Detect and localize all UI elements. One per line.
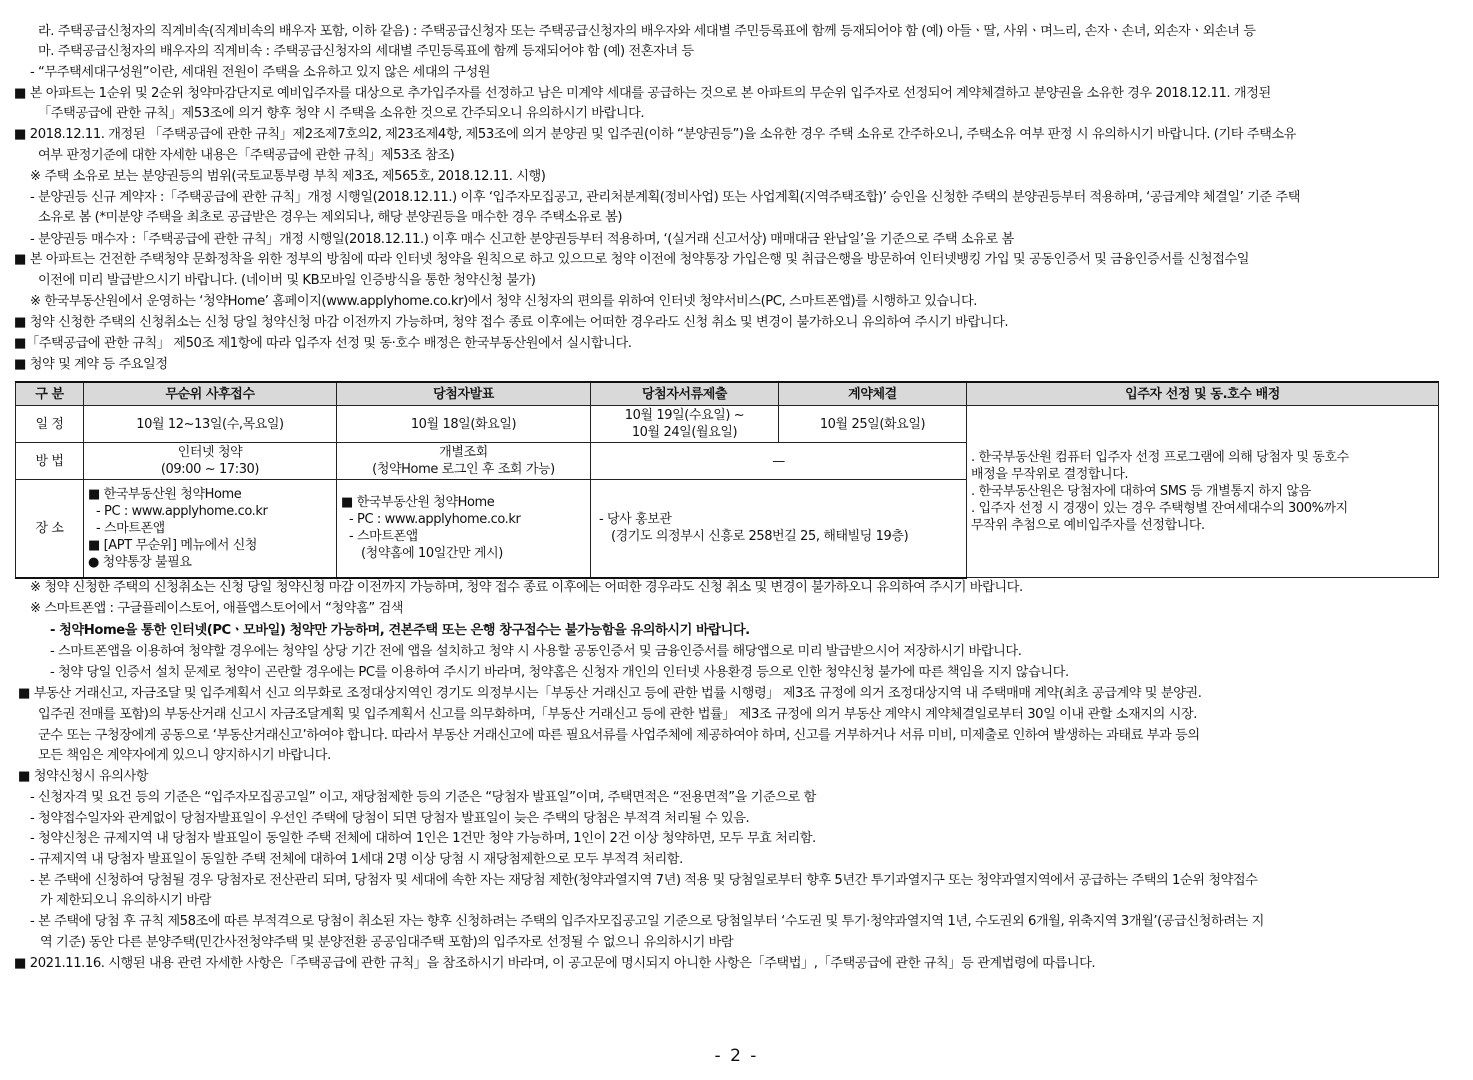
cell-line: (09:00 ~ 17:30) bbox=[160, 462, 260, 477]
cell-line: - 스마트폰앱 bbox=[349, 529, 418, 545]
page-number: - 2 - bbox=[714, 1046, 759, 1066]
text-line: 라. 주택공급신청자의 직계비속(직계비속의 배우자 포함, 이하 같음) : 주택공급신청자 또는 주택공급신청자의 배우자와 세대별 주민등록표에 함께 등재되어야 함 (예) 아들ㆍ딸, 사위ㆍ며느리, 손자ㆍ손녀, 외손자ㆍ외손녀 등 bbox=[38, 24, 1256, 39]
text-line: ■ 2018.12.11. 개정된 「주택공급에 관한 규칙」제2조제7호의2, 제23조제4항, 제53조에 의거 분양권 및 입주권(이하 “분양권등”)을 소유한 경우 주택 소유로 간주하오니, 주택소유 여부 판정 시 유의하시기 바랍니다. (기타 주택소유 bbox=[14, 127, 1296, 142]
text-line: 군수 또는 구청장에게 공동으로 ‘부동산거래신고’하여야 합니다. 따라서 부동산 거래신고에 따른 필요서류를 사업주체에 제공하여야 하며, 신고를 거부하거나 서류 미비, 미제출로 인하여 발생하는 과태료 부과 등의 bbox=[38, 728, 1200, 743]
table-header: 무순위 사후접수 bbox=[84, 382, 337, 406]
row-label: 방 법 bbox=[16, 443, 84, 480]
text-line: ■ 부동산 거래신고, 자금조달 및 입주계획서 신고 의무화로 조정대상지역인 경기도 의정부시는「부동산 거래신고 등에 관한 법률 시행령」 제3조 규정에 의거 조정대상지역 내 주택매매 계약(최초 공급계약 및 분양권. bbox=[18, 686, 1202, 701]
text-line: - 청약신청은 규제지역 내 당첨자 발표일이 동일한 주택 전체에 대하여 1인은 1건만 청약 가능하며, 1인이 2건 이상 청약하면, 모두 무효 처리함. bbox=[30, 831, 816, 846]
selection-cell bbox=[967, 406, 1439, 578]
cell-line: ● 청약통장 불필요 bbox=[88, 554, 192, 570]
table-cell: 10월 18일(화요일) bbox=[337, 406, 591, 443]
text-line: 모든 책임은 계약자에게 있으니 양지하시기 바랍니다. bbox=[38, 748, 331, 763]
table-cell bbox=[337, 480, 591, 578]
text-line: 역 기준) 동안 다른 분양주택(민간사전청약주택 및 분양전환 공공임대주택 포함)의 입주자로 선정될 수 없으니 유의하시기 바람 bbox=[40, 935, 734, 950]
text-line: - 청약 당일 인증서 설치 문제로 청약이 곤란할 경우에는 PC를 이용하여 주시기 바라며, 청약홈은 신청자 개인의 인터넷 사용환경 등으로 인한 청약신청 불가에 따른 책임을 지지 않습니다. bbox=[50, 665, 1069, 680]
table-header: 구 분 bbox=[16, 382, 84, 406]
row-label: 장 소 bbox=[16, 480, 84, 578]
schedule-table bbox=[15, 381, 1439, 579]
text-line: - 신청자격 및 요건 등의 기준은 “입주자모집공고일” 이고, 재당첨제한 등의 기준은 “당첨자 발표일”이며, 주택면적은 “전용면적”을 기준으로 함 bbox=[30, 790, 816, 805]
text-line: - 분양권등 신규 계약자 :「주택공급에 관한 규칙」개정 시행일(2018.12.11.) 이후 ‘입주자모집공고, 관리처분계획(정비사업) 또는 사업계획(지역주택조합)’ 승인을 신청한 주택의 분양권등부터 적용하며, ‘공급계약 체결일’ 기준 주택 bbox=[30, 190, 1301, 205]
text-line: - 본 주택에 신청하여 당첨될 경우 당첨자로 전산관리 되며, 당첨자 및 세대에 속한 자는 재당첨 제한(청약과열지역 7년) 적용 및 당첨일로부터 향후 5년간 투기과열지구 또는 청약과열지역에서 공급하는 주택의 1순위 청약접수 bbox=[30, 873, 1258, 888]
text-line: ■ 청약 신청한 주택의 신청취소는 신청 당일 청약신청 마감 이전까지 가능하며, 청약 접수 종료 이후에는 어떠한 경우라도 신청 취소 및 변경이 불가하오니 유의하여 주시기 바랍니다. bbox=[14, 315, 1009, 330]
table-header: 계약체결 bbox=[779, 382, 967, 406]
text-line-bold: - 청약Home을 통한 인터넷(PCㆍ모바일) 청약만 가능하며, 견본주택 또는 은행 창구접수는 불가능함을 유의하시기 바랍니다. bbox=[50, 623, 750, 638]
text-line: ※ 주택 소유로 보는 분양권등의 범위(국토교통부령 부칙 제3조, 제565호, 2018.12.11. 시행) bbox=[30, 169, 546, 184]
section-heading: ■ 청약 및 계약 등 주요일정 bbox=[14, 357, 168, 372]
text-line: ■ 2021.11.16. 시행된 내용 관련 자세한 사항은「주택공급에 관한 규칙」을 참조하시기 바라며, 이 공고문에 명시되지 아니한 사항은「주택법」,「주택공급에 관한 규칙」등 관계법령에 따릅니다. bbox=[14, 956, 1096, 971]
cell-line: 10월 19일(수요일) ~ bbox=[624, 408, 745, 423]
cell-line: 인터넷 청약 bbox=[177, 445, 243, 460]
text-line: - 분양권등 매수자 :「주택공급에 관한 규칙」개정 시행일(2018.12.11.) 이후 매수 신고한 분양권등부터 적용하며, ‘(실거래 신고서상) 매매대금 완납일’을 기준으로 주택 소유로 봄 bbox=[30, 232, 1014, 247]
cell-line: - PC : www.applyhome.co.kr bbox=[349, 512, 521, 528]
table-cell: — bbox=[591, 443, 967, 480]
table-header: 입주자 선정 및 동.호수 배정 bbox=[967, 382, 1439, 406]
cell-line: (경기도 의정부시 신흥로 258번길 25, 해태빌딩 19층) bbox=[611, 529, 909, 545]
cell-line: 10월 24일(월요일) bbox=[631, 425, 738, 440]
text-line: ■「주택공급에 관한 규칙」 제50조 제1항에 따라 입주자 선정 및 동·호수 배정은 한국부동산원에서 실시합니다. bbox=[14, 336, 632, 351]
table-cell bbox=[84, 443, 337, 480]
text-line: - 스마트폰앱을 이용하여 청약할 경우에는 청약일 상당 기간 전에 앱을 설치하고 청약 시 사용할 공동인증서 및 금융인증서를 해당앱으로 미리 발급받으시어 저장하시기 바랍니다. bbox=[50, 644, 1022, 659]
cell-line: - 당사 홍보관 bbox=[599, 512, 672, 528]
text-line: - 규제지역 내 당첨자 발표일이 동일한 주택 전체에 대하여 1세대 2명 이상 당첨 시 재당첨제한으로 모두 부적격 처리함. bbox=[30, 852, 683, 867]
text-line: 가 제한되오니 유의하시기 바람 bbox=[40, 893, 211, 908]
table-cell: 10월 25일(화요일) bbox=[779, 406, 967, 443]
cell-line: ■ 한국부동산원 청약Home bbox=[88, 486, 242, 502]
text-line: 입주권 전매를 포함)의 부동산거래 신고시 자금조달계획 및 입주계획서 신고를 의무화하며,「부동산 거래신고 등에 관한 법률」 제3조 규정에 의거 부동산 계약시 계약체결일로부터 30일 이내 관할 소재지의 시장. bbox=[38, 707, 1197, 722]
text-line: - 본 주택에 당첨 후 규칙 제58조에 따른 부적격으로 당첨이 취소된 자는 향후 신청하려는 주택의 입주자모집공고일 기준으로 당첨일부터 ‘수도권 및 투기·청약과열지역 1년, 수도권외 6개월, 위축지역 3개월’(공급신청하려는 지 bbox=[30, 914, 1264, 929]
table-header-row bbox=[16, 382, 1439, 406]
cell-line: . 한국부동산원은 당첨자에 대하여 SMS 등 개별통지 하지 않음 bbox=[971, 484, 1311, 499]
section-heading: ■ 청약신청시 유의사항 bbox=[18, 769, 149, 784]
text-line: ■ 본 아파트는 건전한 주택청약 문화정착을 위한 정부의 방침에 따라 인터넷 청약을 원칙으로 하고 있으므로 청약 이전에 청약통장 가입은행 및 취급은행을 방문하여 인터넷뱅킹 가입 및 공동인증서 및 금융인증서를 신청접수일 bbox=[14, 252, 1250, 267]
cell-line: - 스마트폰앱 bbox=[96, 520, 165, 536]
text-line: 여부 판정기준에 대한 자세한 내용은「주택공급에 관한 규칙」제53조 참조) bbox=[38, 148, 455, 163]
cell-line: 무작위 추첨으로 예비입주자를 선정합니다. bbox=[971, 518, 1205, 533]
text-line: 이전에 미리 발급받으시기 바랍니다. (네이버 및 KB모바일 인증방식을 통한 청약신청 불가) bbox=[38, 273, 536, 288]
cell-line: ■ 한국부동산원 청약Home bbox=[341, 495, 495, 511]
cell-line: (청약홈에 10일간만 게시) bbox=[361, 546, 503, 562]
table-cell bbox=[591, 480, 967, 578]
text-line: ※ 스마트폰앱 : 구글플레이스토어, 애플앱스토어에서 “청약홈” 검색 bbox=[30, 601, 404, 616]
text-line: ※ 한국부동산원에서 운영하는 ‘청약Home’ 홈페이지(www.applyhome.co.kr)에서 청약 신청자의 편의를 위하여 인터넷 청약서비스(PC, 스마트폰앱)를 시행하고 있습니다. bbox=[30, 294, 977, 309]
table-cell bbox=[337, 443, 591, 480]
cell-line: 배정을 무작위로 결정합니다. bbox=[971, 467, 1129, 482]
table-header: 당첨자발표 bbox=[337, 382, 591, 406]
table-cell: 10월 12~13일(수,목요일) bbox=[84, 406, 337, 443]
table-cell bbox=[591, 406, 779, 443]
text-line: 「주택공급에 관한 규칙」제53조에 의거 향후 청약 시 주택을 소유한 것으로 간주되오니 유의하시기 바랍니다. bbox=[38, 106, 645, 121]
row-label: 일 정 bbox=[16, 406, 84, 443]
text-line: ※ 청약 신청한 주택의 신청취소는 신청 당일 청약신청 마감 이전까지 가능하며, 청약 접수 종료 이후에는 어떠한 경우라도 신청 취소 및 변경이 불가하오니 유의하여 주시기 바랍니다. bbox=[30, 580, 1023, 595]
text-line: - 청약접수일자와 관계없이 당첨자발표일이 우선인 주택에 당첨이 되면 당첨자 발표일이 늦은 주택의 당첨은 부적격 처리될 수 있음. bbox=[30, 811, 750, 826]
cell-line: - PC : www.applyhome.co.kr bbox=[96, 503, 268, 519]
cell-line: 개별조회 bbox=[439, 445, 488, 460]
cell-line: . 입주자 선정 시 경쟁이 있는 경우 주택형별 잔여세대수의 300%까지 bbox=[971, 501, 1348, 516]
text-line: - “무주택세대구성원”이란, 세대원 전원이 주택을 소유하고 있지 않은 세대의 구성원 bbox=[30, 65, 491, 80]
cell-line: . 한국부동산원 컴퓨터 입주자 선정 프로그램에 의해 당첨자 및 동호수 bbox=[971, 450, 1349, 465]
cell-line: (청약Home 로그인 후 조회 가능) bbox=[372, 462, 555, 477]
text-line: 마. 주택공급신청자의 배우자의 직계비속 : 주택공급신청자의 세대별 주민등록표에 함께 등재되어야 함 (예) 전혼자녀 등 bbox=[38, 44, 694, 59]
table-cell bbox=[84, 480, 337, 578]
table-row bbox=[16, 406, 1439, 443]
text-line: 소유로 봄 (*미분양 주택을 최초로 공급받은 경우는 제외되나, 해당 분양권등을 매수한 경우 주택소유로 봄) bbox=[38, 210, 623, 225]
table-header: 당첨자서류제출 bbox=[591, 382, 779, 406]
text-line: ■ 본 아파트는 1순위 및 2순위 청약마감단지로 예비입주자를 대상으로 추가입주자를 선정하고 남은 미계약 세대를 공급하는 것으로 본 아파트의 무순위 입주자로 선정되어 계약체결하고 분양권을 소유한 경우 2018.12.11. 개정된 bbox=[14, 86, 1271, 101]
cell-line: ■ [APT 무순위] 메뉴에서 신청 bbox=[88, 537, 258, 553]
